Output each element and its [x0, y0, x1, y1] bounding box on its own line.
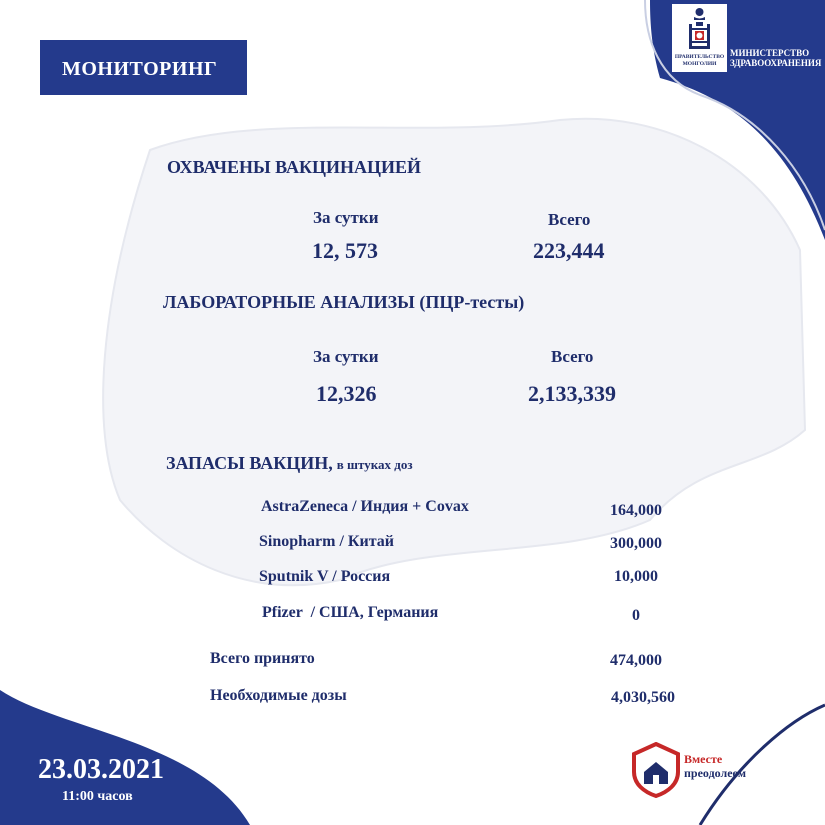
vaccination-daily-label: За сутки [313, 208, 379, 227]
stock-item-value: 300,000 [610, 535, 662, 552]
lab-daily-label: За сутки [313, 347, 379, 366]
stock-item-name: Sputnik V / Россия [259, 568, 391, 585]
lab-daily-value: 12,326 [316, 381, 377, 406]
report-time: 11:00 часов [62, 789, 133, 804]
stock-item-name: Pfizer / США, Германия [262, 604, 439, 621]
government-label: ПРАВИТЕЛЬСТВО МОНГОЛИИ [674, 54, 725, 67]
lab-total-label: Всего [551, 347, 594, 366]
total-received-value: 474,000 [610, 652, 662, 669]
vaccination-total-label: Всего [548, 210, 591, 229]
vaccination-daily-value: 12, 573 [312, 238, 378, 263]
vaccination-heading: ОХВАЧЕНЫ ВАКЦИНАЦИЕЙ [167, 157, 422, 177]
required-doses-value: 4,030,560 [611, 689, 675, 706]
ministry-line-1: МИНИСТЕРСТВО [730, 48, 810, 58]
soyombo-emblem-icon [672, 4, 727, 54]
report-date: 23.03.2021 [38, 754, 164, 785]
lab-total-value: 2,133,339 [528, 381, 616, 406]
stock-item-value: 10,000 [614, 568, 658, 585]
stock-item-value: 164,000 [610, 502, 662, 519]
lab-heading: ЛАБОРАТОРНЫЕ АНАЛИЗЫ (ПЦР-тесты) [163, 292, 525, 312]
ministry-line-2: ЗДРАВООХРАНЕНИЯ [730, 58, 822, 68]
vaccination-total-value: 223,444 [533, 238, 605, 263]
stock-item-name: Sinopharm / Китай [259, 533, 395, 550]
badge-line-2: преодолеем [684, 766, 747, 780]
required-doses-label: Необходимые дозы [210, 687, 347, 704]
stock-subheading: в штуках доз [336, 457, 413, 472]
stock-heading: ЗАПАСЫ ВАКЦИН, [166, 453, 333, 473]
total-received-label: Всего принято [210, 650, 315, 667]
ministry-label [730, 48, 821, 68]
shield-house-icon [630, 742, 682, 798]
stock-heading-row [166, 453, 413, 474]
campaign-badge [684, 752, 746, 780]
stock-item-value: 0 [632, 607, 640, 624]
page-title: МОНИТОРИНГ [62, 58, 218, 80]
badge-line-1: Вместе [684, 752, 723, 766]
stock-item-name: AstraZeneca / Индия + Covax [261, 498, 469, 515]
